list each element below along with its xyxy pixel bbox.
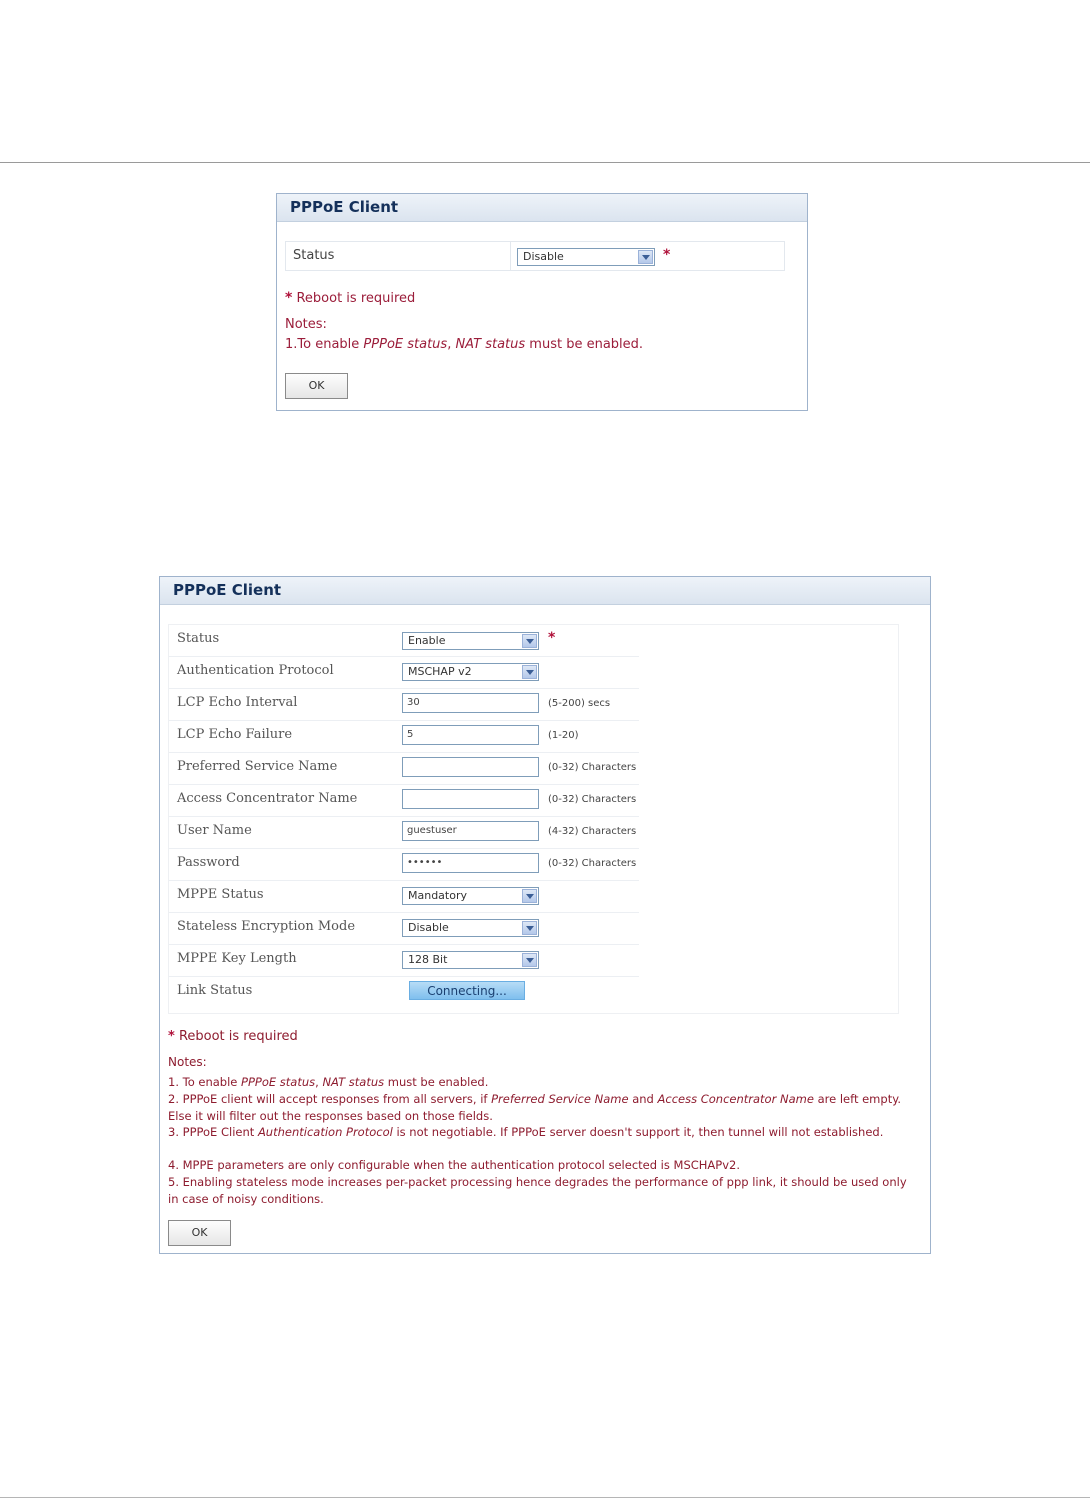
access-concentrator-name-hint: (0-32) Characters bbox=[548, 794, 637, 805]
required-asterisk: * bbox=[663, 247, 671, 263]
note-1-b: , bbox=[315, 1075, 323, 1089]
user-name-hint: (4-32) Characters bbox=[548, 826, 637, 837]
row-user-name bbox=[169, 817, 639, 849]
note-2-c: are left empty. Else it will filter out the responses based on those fields. bbox=[168, 1092, 902, 1123]
row-access-concentrator-name bbox=[169, 785, 639, 817]
note-1-nat-status: NAT status bbox=[322, 1075, 385, 1089]
authentication-protocol-select[interactable] bbox=[402, 663, 539, 681]
note-3-b: is not negotiable. If PPPoE server doesn't support it, then tunnel will not established. bbox=[392, 1125, 884, 1139]
note-1-c: must be enabled. bbox=[384, 1075, 489, 1089]
note-1-a: 1. To enable bbox=[168, 1075, 242, 1089]
pppoe-form bbox=[168, 624, 899, 1014]
ok-button[interactable]: OK bbox=[168, 1220, 231, 1246]
row-preferred-service-name bbox=[169, 753, 639, 785]
bottom-rule bbox=[0, 1497, 1090, 1498]
pppoe-client-panel-enabled bbox=[159, 576, 931, 1254]
password-label: Password bbox=[177, 855, 240, 870]
lcp-echo-interval-input[interactable]: 30 bbox=[402, 693, 539, 713]
link-status-button[interactable]: Connecting... bbox=[409, 981, 525, 1000]
note-2-access-concentrator-name: Access Concentrator Name bbox=[657, 1092, 814, 1106]
note-3-authentication-protocol: Authentication Protocol bbox=[257, 1125, 393, 1139]
lcp-echo-failure-label: LCP Echo Failure bbox=[177, 727, 293, 742]
password-hint: (0-32) Characters bbox=[548, 858, 637, 869]
access-concentrator-name-input[interactable] bbox=[402, 789, 539, 809]
row-mppe-status bbox=[169, 881, 639, 913]
user-name-input[interactable]: guestuser bbox=[402, 821, 539, 841]
mppe-status-label: MPPE Status bbox=[177, 887, 264, 902]
status-label: Status bbox=[177, 631, 220, 646]
reboot-asterisk: * bbox=[285, 290, 293, 306]
top-rule bbox=[0, 162, 1090, 163]
lcp-echo-failure-hint: (1-20) bbox=[548, 730, 579, 741]
notes-title: Notes: bbox=[168, 1055, 207, 1069]
reboot-note bbox=[285, 290, 415, 306]
pppoe-client-panel-disabled bbox=[276, 193, 808, 411]
authentication-protocol-label: Authentication Protocol bbox=[177, 663, 334, 678]
mppe-status-value: Mandatory bbox=[408, 889, 468, 902]
chevron-down-icon[interactable] bbox=[522, 953, 537, 967]
link-status-label: Link Status bbox=[177, 983, 253, 998]
row-status bbox=[169, 625, 639, 657]
row-stateless-encryption-mode bbox=[169, 913, 639, 945]
lcp-echo-failure-input[interactable]: 5 bbox=[402, 725, 539, 745]
chevron-down-icon[interactable] bbox=[638, 250, 653, 264]
note-4: 4. MPPE parameters are only configurable when the authentication protocol selected is MSCHAPv2. bbox=[168, 1158, 740, 1172]
mppe-status-select[interactable] bbox=[402, 887, 539, 905]
preferred-service-name-hint: (0-32) Characters bbox=[548, 762, 637, 773]
panel-title: PPPoE Client bbox=[160, 577, 930, 605]
note-1-sep: , bbox=[447, 337, 456, 352]
note-3 bbox=[168, 1124, 920, 1141]
row-password bbox=[169, 849, 639, 881]
stateless-encryption-mode-label: Stateless Encryption Mode bbox=[177, 919, 356, 934]
notes-title: Notes: bbox=[285, 317, 327, 332]
row-authentication-protocol bbox=[169, 657, 639, 689]
note-1-nat-status: NAT status bbox=[455, 337, 526, 352]
access-concentrator-name-label: Access Concentrator Name bbox=[177, 791, 358, 806]
stateless-encryption-mode-select[interactable] bbox=[402, 919, 539, 937]
ok-button[interactable]: OK bbox=[285, 373, 348, 399]
note-1 bbox=[285, 337, 643, 352]
note-2 bbox=[168, 1091, 920, 1124]
chevron-down-icon[interactable] bbox=[522, 634, 537, 648]
chevron-down-icon[interactable] bbox=[522, 665, 537, 679]
note-1 bbox=[168, 1074, 920, 1091]
preferred-service-name-input[interactable] bbox=[402, 757, 539, 777]
note-5: 5. Enabling stateless mode increases per-packet processing hence degrades the performance of ppp link, it should be used only in case of noisy conditions. bbox=[168, 1175, 907, 1206]
note-1-prefix: 1.To enable bbox=[285, 337, 364, 352]
chevron-down-icon[interactable] bbox=[522, 921, 537, 935]
panel-title: PPPoE Client bbox=[277, 194, 807, 222]
note-2-preferred-service-name: Preferred Service Name bbox=[491, 1092, 629, 1106]
reboot-asterisk: * bbox=[168, 1029, 175, 1044]
mppe-key-length-select[interactable] bbox=[402, 951, 539, 969]
authentication-protocol-value: MSCHAP v2 bbox=[408, 665, 472, 678]
status-select[interactable] bbox=[517, 248, 655, 266]
status-select-value: Enable bbox=[408, 634, 446, 647]
row-link-status bbox=[169, 977, 639, 1009]
mppe-key-length-label: MPPE Key Length bbox=[177, 951, 297, 966]
note-1-pppoe-status: PPPoE status bbox=[363, 337, 448, 352]
lcp-echo-interval-label: LCP Echo Interval bbox=[177, 695, 298, 710]
note-2-a: 2. PPPoE client will accept responses from all servers, if bbox=[168, 1092, 492, 1106]
row-lcp-echo-failure bbox=[169, 721, 639, 753]
reboot-note-text: Reboot is required bbox=[296, 291, 416, 306]
mppe-key-length-value: 128 Bit bbox=[408, 953, 448, 966]
status-select[interactable] bbox=[402, 632, 539, 650]
status-row bbox=[285, 241, 785, 271]
reboot-note bbox=[168, 1029, 920, 1046]
status-select-value: Disable bbox=[523, 250, 564, 263]
lcp-echo-interval-hint: (5-200) secs bbox=[548, 698, 611, 709]
reboot-note-text: Reboot is required bbox=[178, 1029, 298, 1044]
row-mppe-key-length bbox=[169, 945, 639, 977]
note-1-suffix: must be enabled. bbox=[525, 337, 644, 352]
note-2-b: and bbox=[628, 1092, 658, 1106]
note-1-pppoe-status: PPPoE status bbox=[241, 1075, 316, 1089]
user-name-label: User Name bbox=[177, 823, 252, 838]
chevron-down-icon[interactable] bbox=[522, 889, 537, 903]
preferred-service-name-label: Preferred Service Name bbox=[177, 759, 338, 774]
password-input[interactable]: •••••• bbox=[402, 853, 539, 873]
required-asterisk: * bbox=[548, 630, 556, 646]
stateless-encryption-mode-value: Disable bbox=[408, 921, 449, 934]
row-lcp-echo-interval bbox=[169, 689, 639, 721]
status-label: Status bbox=[286, 242, 511, 270]
note-3-a: 3. PPPoE Client bbox=[168, 1125, 258, 1139]
